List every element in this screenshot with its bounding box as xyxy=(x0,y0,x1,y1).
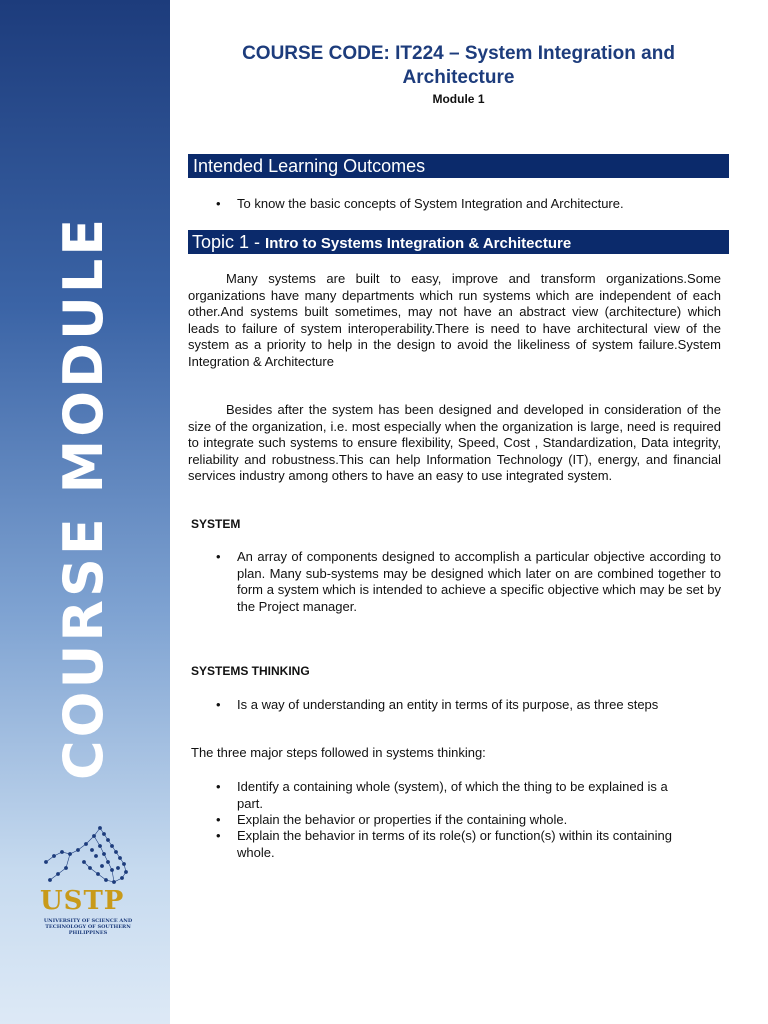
course-title-line2: Architecture xyxy=(402,67,515,88)
bullet-icon: • xyxy=(216,828,221,843)
outcome-text: To know the basic concepts of System Integration and Architecture. xyxy=(237,196,624,211)
step-text: Identify a containing whole (system), of which the thing to be explained is a part. xyxy=(237,779,668,811)
step-text: Explain the behavior in terms of its role(s) or function(s) within its containing whole. xyxy=(237,828,672,860)
course-title-line1: COURSE CODE: IT224 – System Integration and xyxy=(242,43,675,64)
outcome-item xyxy=(216,196,721,214)
logo-wordmark: USTP xyxy=(40,886,125,916)
bullet-icon: • xyxy=(216,697,221,712)
bullet-icon: • xyxy=(216,812,221,827)
system-bullet-text: An array of components designed to accomplish a particular objective according to plan. Many sub-systems may be designed which later on are combined together to form a system which is intended to achieve a specific objective which may be set by the Project manager. xyxy=(237,549,721,614)
course-title xyxy=(188,42,729,90)
ustp-logo xyxy=(38,822,138,942)
step-text: Explain the behavior or properties if the containing whole. xyxy=(237,812,568,827)
topic-title: Intro to Systems Integration & Architecture xyxy=(265,235,572,252)
topic-heading-bar xyxy=(188,230,729,254)
bullet-icon: • xyxy=(216,779,221,794)
sidebar-title: COURSE MODULE xyxy=(52,215,115,780)
paragraph-2: Besides after the system has been designed and developed in consideration of the size of the organization, i.e. most especially when the organization is large, need is required to integrate such systems to ensure flexibility, Speed, Cost , Standardization, Data integrity, reliability and robustness.This can help Information Technology (IT), energy, and financial services industry among others to have an easy to use integrated system. xyxy=(188,402,721,483)
bullet-icon: • xyxy=(216,196,221,211)
steps-intro: The three major steps followed in systems thinking: xyxy=(191,745,486,760)
module-label: Module 1 xyxy=(432,92,485,106)
systems-thinking-bullet-text: Is a way of understanding an entity in terms of its purpose, as three steps xyxy=(237,697,659,712)
outcomes-heading: Intended Learning Outcomes xyxy=(193,156,426,176)
sidebar xyxy=(0,0,170,1024)
topic-label: Topic 1 - xyxy=(192,232,266,252)
paragraph-1: Many systems are built to easy, improve and transform organizations.Some organizations have many departments which run systems which are independent of each other.And systems built sometimes, may not have an abstract view (architecture) which leads to failure of system interoperability.There is need to have architectural view of the system as a priority to help in the design to avoid the likeliness of system failure.System Integration & Architecture xyxy=(188,271,721,369)
outcomes-heading-bar xyxy=(188,154,729,178)
systems-thinking-heading: SYSTEMS THINKING xyxy=(191,664,310,678)
bullet-icon: • xyxy=(216,549,221,564)
system-heading: SYSTEM xyxy=(191,517,241,531)
logo-subtitle: UNIVERSITY OF SCIENCE AND TECHNOLOGY OF SOUTHERN PHILIPPINES xyxy=(43,918,133,936)
